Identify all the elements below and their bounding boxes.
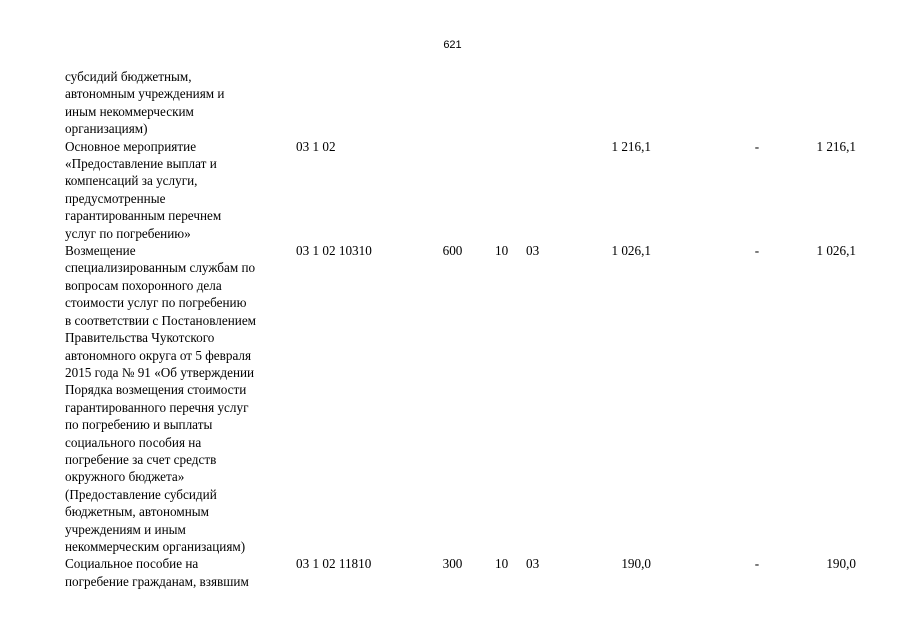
table-row (65, 555, 856, 590)
row-subsection: 03 (526, 556, 540, 572)
row-subsection: 03 (526, 243, 540, 259)
budget-table (65, 68, 856, 590)
row-sum-approved: 190,0 (621, 556, 651, 572)
row-section: 10 (495, 243, 509, 259)
row-sum-change: - (754, 138, 760, 154)
row-name: субсидий бюджетным, автономным учреждениям и иным некоммерческим организациям) (65, 69, 225, 137)
row-sum-approved: 1 216,1 (611, 138, 651, 154)
row-expense-type: 300 (442, 556, 463, 572)
row-name: Основное мероприятие «Предоставление выплат и компенсаций за услуги, предусмотренные гарантированным перечнем услуг по погребению» (65, 138, 222, 241)
row-sum-total: 1 216,1 (816, 138, 856, 154)
row-code: 03 1 02 11810 (296, 556, 372, 572)
row-code: 03 1 02 (296, 138, 336, 154)
table-row (65, 242, 856, 555)
row-name: Социальное пособие на погребение гражданам, взявшим (65, 556, 249, 589)
row-name: Возмещение специализированным службам по вопросам похоронного дела стоимости услуг по погребению в соответствии с Постановлением Правительства Чукотского автономного округа от 5 февраля 2015 года № 91 «Об утверждении Порядка возмещения стоимости гарантированного перечня услуг по погребению и выплаты социального пособия на погребение за счет средств окружного бюджета» (Предоставление субсидий бюджетным, автономным учреждениям и иным некоммерческим организациям) (65, 243, 257, 554)
row-sum-total: 1 026,1 (816, 243, 856, 259)
row-code: 03 1 02 10310 (296, 243, 372, 259)
row-expense-type: 600 (442, 243, 463, 259)
row-sum-change: - (754, 243, 760, 259)
row-section: 10 (495, 556, 509, 572)
row-sum-change: - (754, 556, 760, 572)
table-row (65, 68, 297, 138)
page-number: 621 (443, 39, 462, 51)
row-sum-approved: 1 026,1 (611, 243, 651, 259)
table-row (65, 138, 856, 242)
row-sum-total: 190,0 (826, 556, 856, 572)
